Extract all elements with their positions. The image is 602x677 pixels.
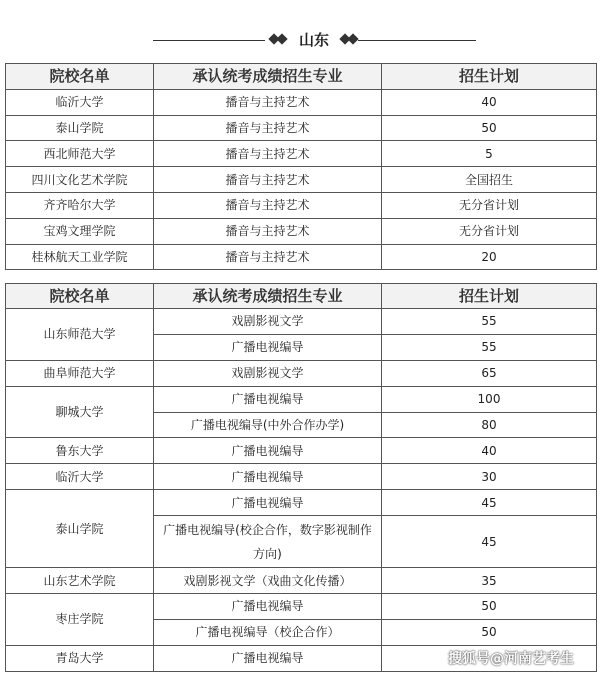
major-cell: 播音与主持艺术 xyxy=(154,89,382,115)
major-cell: 播音与主持艺术 xyxy=(154,115,382,141)
major-cell: 广播电视编导 xyxy=(154,386,382,412)
header-major: 承认统考成绩招生专业 xyxy=(154,64,382,90)
plan-cell: 50 xyxy=(382,594,597,620)
plan-cell: 65 xyxy=(382,360,597,386)
table-header-row xyxy=(6,284,597,309)
plan-cell: 55 xyxy=(382,309,597,335)
header-major: 承认统考成绩招生专业 xyxy=(154,284,382,309)
school-cell: 四川文化艺术学院 xyxy=(6,167,154,193)
header-school: 院校名单 xyxy=(6,64,154,90)
school-cell: 齐齐哈尔大学 xyxy=(6,192,154,218)
table-row xyxy=(6,594,597,620)
major-cell: 播音与主持艺术 xyxy=(154,167,382,193)
plan-cell: 35 xyxy=(382,568,597,594)
section-title-bar xyxy=(0,28,602,52)
school-cell: 山东艺术学院 xyxy=(6,568,154,594)
table-row xyxy=(6,141,597,167)
school-cell: 宝鸡文理学院 xyxy=(6,218,154,244)
section-title: 山东 xyxy=(298,31,329,49)
plan-cell: 20 xyxy=(382,244,597,270)
table-row xyxy=(6,438,597,464)
plan-cell: 30 xyxy=(382,464,597,490)
plan-cell: 80 xyxy=(382,412,597,438)
header-school: 院校名单 xyxy=(6,284,154,309)
major-cell: 戏剧影视文学 xyxy=(154,360,382,386)
school-cell: 鲁东大学 xyxy=(6,438,154,464)
title-rule-right xyxy=(358,40,476,41)
plan-cell: 无分省计划 xyxy=(382,192,597,218)
major-cell: 广播电视编导 xyxy=(154,594,382,620)
plan-cell: 5 xyxy=(382,141,597,167)
directing-admission-table xyxy=(5,283,597,672)
school-cell: 泰山学院 xyxy=(6,115,154,141)
school-cell: 山东师范大学 xyxy=(6,309,154,361)
table-row xyxy=(6,490,597,516)
table-row xyxy=(6,192,597,218)
plan-cell: 40 xyxy=(382,89,597,115)
major-cell: 广播电视编导 xyxy=(154,645,382,671)
plan-cell: 50 xyxy=(382,619,597,645)
school-cell: 泰山学院 xyxy=(6,490,154,568)
school-cell: 临沂大学 xyxy=(6,464,154,490)
table-row xyxy=(6,244,597,270)
school-cell: 青岛大学 xyxy=(6,645,154,671)
major-cell: 广播电视编导 xyxy=(154,464,382,490)
header-plan: 招生计划 xyxy=(382,284,597,309)
table-row xyxy=(6,167,597,193)
plan-cell: 45 xyxy=(382,490,597,516)
plan-cell: 全国招生 xyxy=(382,167,597,193)
major-cell: 戏剧影视文学 xyxy=(154,309,382,335)
table-header-row xyxy=(6,64,597,90)
major-cell: 广播电视编导 xyxy=(154,334,382,360)
major-cell: 广播电视编导 xyxy=(154,490,382,516)
major-cell: 广播电视编导(中外合作办学) xyxy=(154,412,382,438)
table-row xyxy=(6,309,597,335)
plan-cell: 100 xyxy=(382,386,597,412)
table-row xyxy=(6,464,597,490)
diamond-icon xyxy=(347,33,358,44)
major-cell: 播音与主持艺术 xyxy=(154,244,382,270)
plan-cell: 55 xyxy=(382,334,597,360)
table-row xyxy=(6,89,597,115)
school-cell: 西北师范大学 xyxy=(6,141,154,167)
major-cell: 播音与主持艺术 xyxy=(154,141,382,167)
broadcasting-admission-table xyxy=(5,63,597,270)
major-cell: 戏剧影视文学（戏曲文化传播） xyxy=(154,568,382,594)
watermark-text: 搜狐号@河南艺考生 xyxy=(448,651,574,667)
major-cell: 播音与主持艺术 xyxy=(154,218,382,244)
plan-cell: 无分省计划 xyxy=(382,218,597,244)
plan-cell: 45 xyxy=(382,516,597,568)
plan-cell: 40 xyxy=(382,438,597,464)
table-row xyxy=(6,218,597,244)
school-cell: 聊城大学 xyxy=(6,386,154,438)
diamond-icon xyxy=(276,33,287,44)
school-cell: 桂林航天工业学院 xyxy=(6,244,154,270)
school-cell: 枣庄学院 xyxy=(6,594,154,646)
major-cell: 广播电视编导 xyxy=(154,438,382,464)
major-cell: 播音与主持艺术 xyxy=(154,192,382,218)
table-row xyxy=(6,360,597,386)
table-row xyxy=(6,568,597,594)
major-cell: 广播电视编导（校企合作） xyxy=(154,619,382,645)
school-cell: 临沂大学 xyxy=(6,89,154,115)
title-rule-left xyxy=(153,40,265,41)
plan-cell: 50 xyxy=(382,115,597,141)
table-row xyxy=(6,115,597,141)
major-cell: 广播电视编导(校企合作，数字影视制作方向) xyxy=(154,516,382,568)
school-cell: 曲阜师范大学 xyxy=(6,360,154,386)
table-row xyxy=(6,386,597,412)
header-plan: 招生计划 xyxy=(382,64,597,90)
